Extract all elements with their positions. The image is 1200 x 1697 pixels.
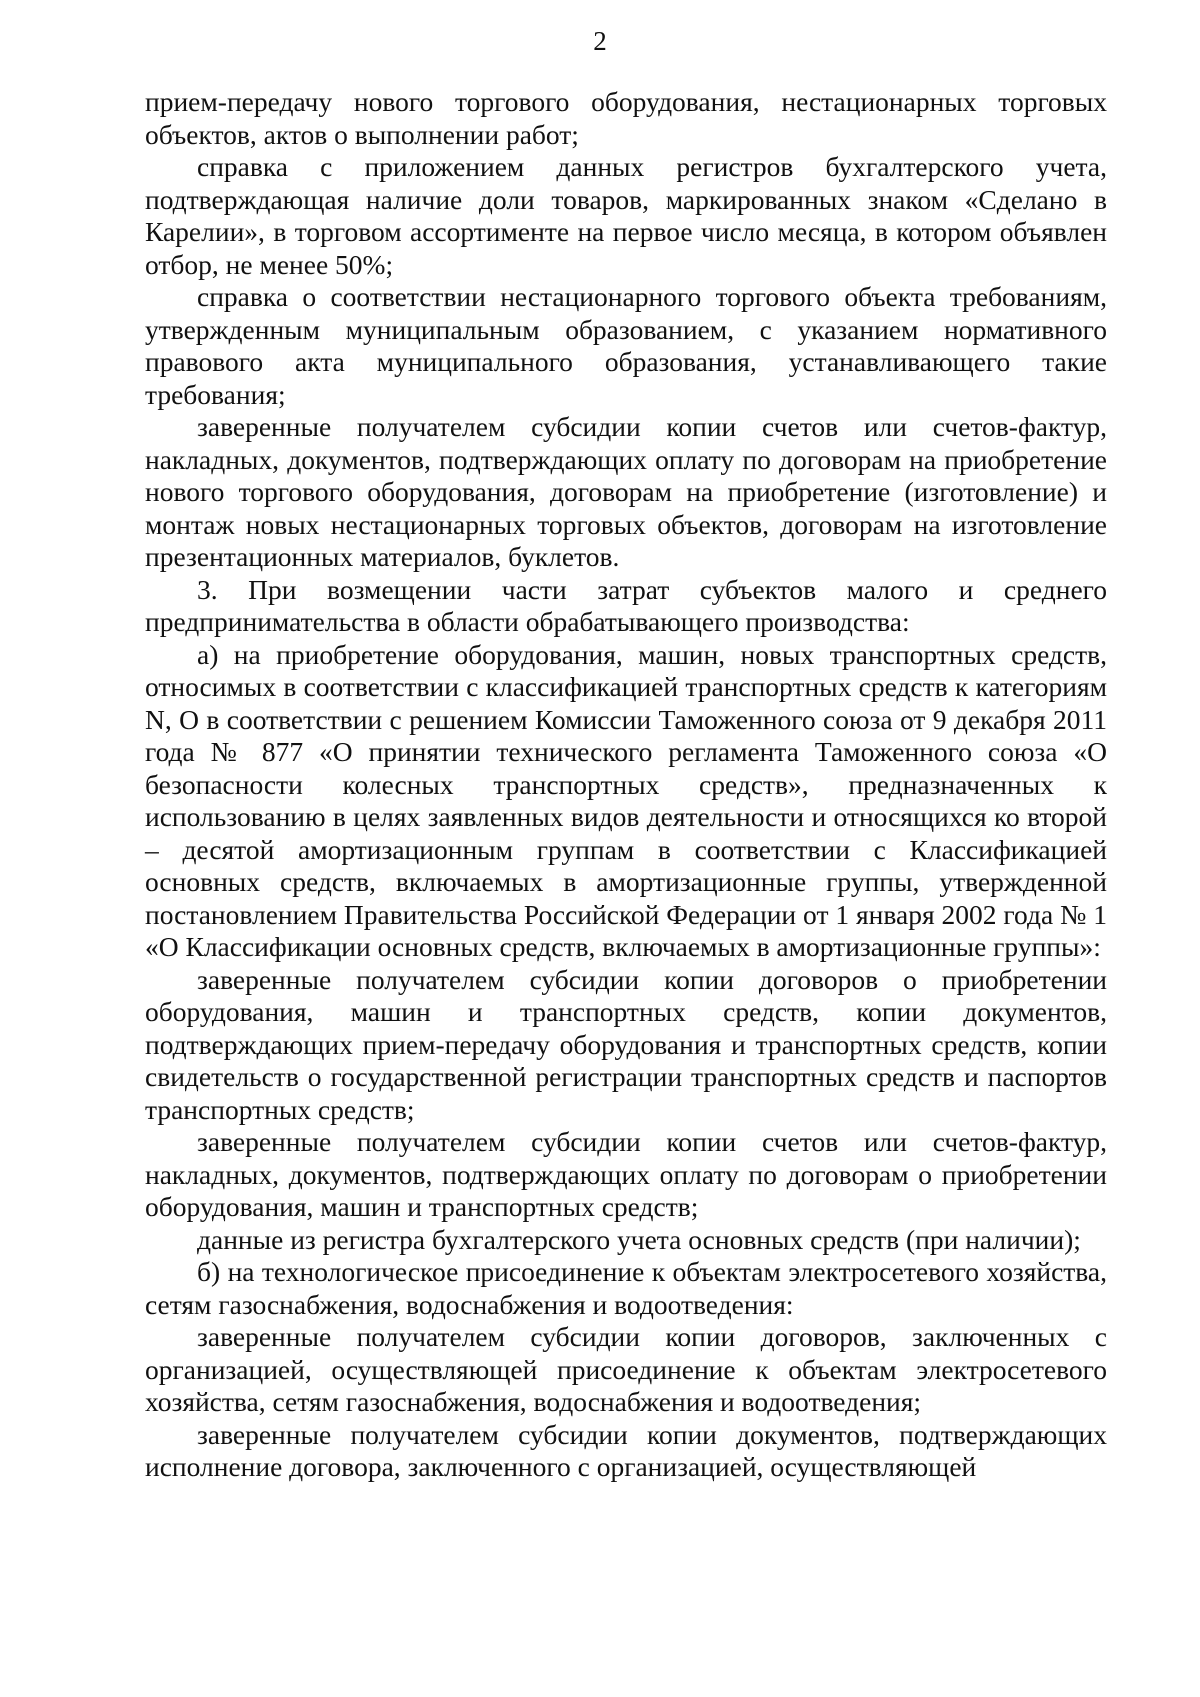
- paragraph-8: заверенные получателем субсидии копии счетов или счетов-фактур, накладных, документов, подтверждающих оплату по договорам о приобретении оборудования, машин и транспортных средств;: [145, 1126, 1107, 1222]
- paragraph-1: прием-передачу нового торгового оборудования, нестационарных торговых объектов, актов о выполнении работ;: [145, 86, 1107, 150]
- paragraph-5: 3. При возмещении части затрат субъектов малого и среднего предпринимательства в области обрабатывающего производства:: [145, 573, 1107, 637]
- paragraph-4: заверенные получателем субсидии копии счетов или счетов-фактур, накладных, документов, подтверждающих оплату по договорам на приобретение нового торгового оборудования, договорам на приобретение (изготовление) и монтаж новых нестационарных торговых объектов, договорам на изготовление презентационных материалов, буклетов.: [145, 411, 1107, 572]
- paragraph-7: заверенные получателем субсидии копии договоров о приобретении оборудования, машин и транспортных средств, копии документов, подтверждающих прием-передачу оборудования и транспортных средств, копии свидетельств о государственной регистрации транспортных средств и паспортов транспортных средств;: [145, 963, 1107, 1125]
- paragraph-6: а) на приобретение оборудования, машин, новых транспортных средств, относимых в соответствии с классификацией транспортных средств к категориям N, O в соответствии с решением Комиссии Таможенного союза от 9 декабря 2011 года № 877 «О принятии технического регламента Таможенного союза «О безопасности колесных транспортных средств», предназначенных к использованию в целях заявленных видов деятельности и относящихся ко второй – десятой амортизационным группам в соответствии с Классификацией основных средств, включаемых в амортизационные группы, утвержденной постановлением Правительства Российской Федерации от 1 января 2002 года № 1 «О Классификации основных средств, включаемых в амортизационные группы»:: [145, 638, 1107, 962]
- paragraph-2: справка с приложением данных регистров бухгалтерского учета, подтверждающая наличие доли товаров, маркированных знаком «Сделано в Карелии», в торговом ассортименте на первое число месяца, в котором объявлен отбор, не менее 50%;: [145, 151, 1107, 280]
- paragraph-12: заверенные получателем субсидии копии документов, подтверждающих исполнение договора, заключенного с организацией, осуществляющей: [145, 1418, 1107, 1482]
- paragraph-3: справка о соответствии нестационарного торгового объекта требованиям, утвержденным муниципальным образованием, с указанием нормативного правового акта муниципального образования, устанавливающего такие требования;: [145, 281, 1107, 410]
- paragraph-11: заверенные получателем субсидии копии договоров, заключенных с организацией, осуществляющей присоединение к объектам электросетевого хозяйства, сетям газоснабжения, водоснабжения и водоотведения;: [145, 1321, 1107, 1417]
- paragraph-9: данные из регистра бухгалтерского учета основных средств (при наличии);: [197, 1223, 1081, 1255]
- page-number: 2: [593, 26, 607, 56]
- document-body: [145, 86, 1107, 1484]
- paragraph-10: б) на технологическое присоединение к объектам электросетевого хозяйства, сетям газоснабжения, водоснабжения и водоотведения:: [145, 1256, 1107, 1320]
